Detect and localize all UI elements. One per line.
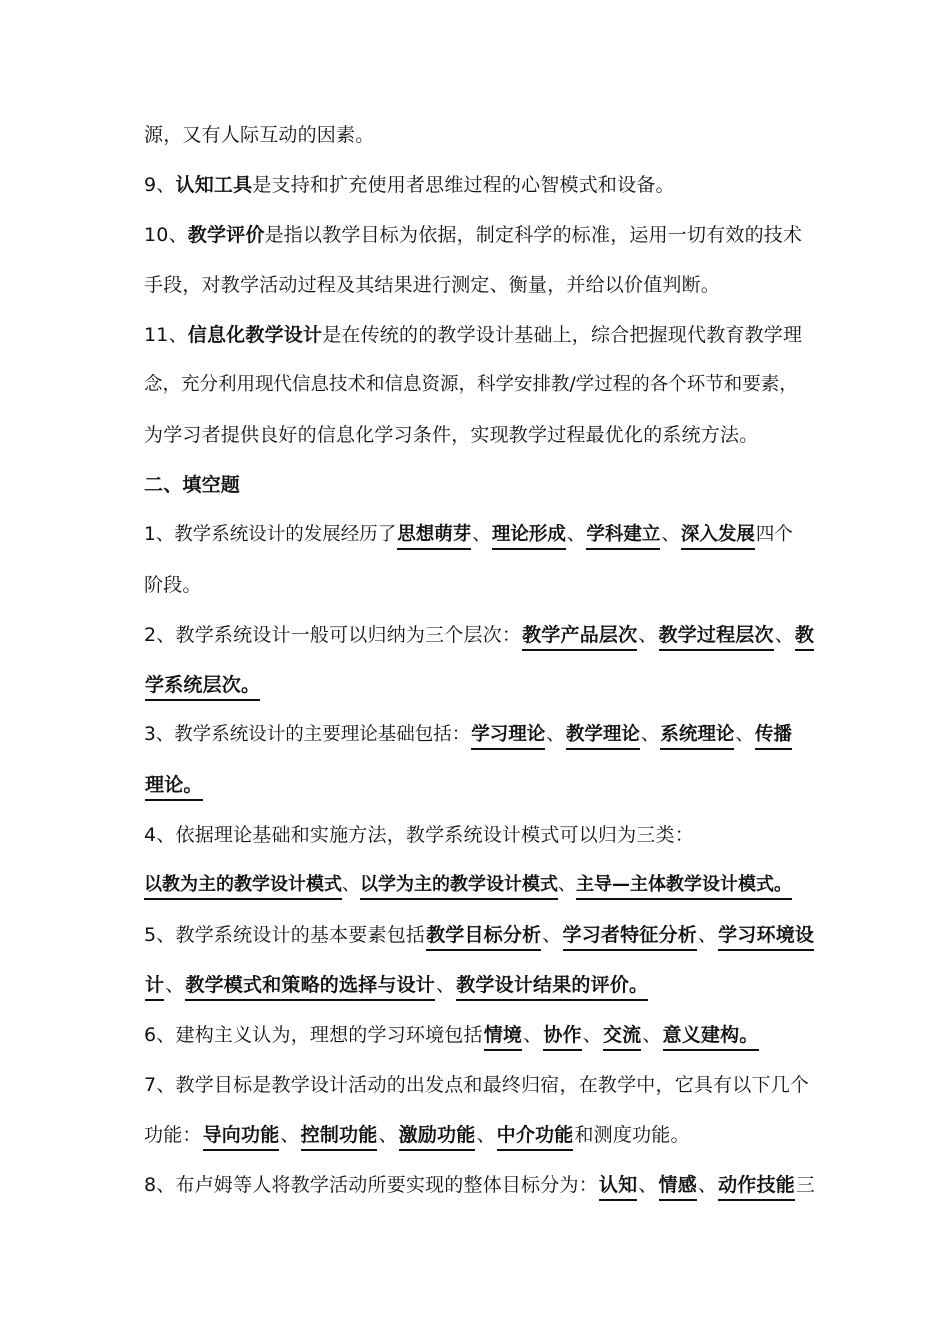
question-2-cont: [144, 671, 814, 699]
answer-blank: 控制功能: [301, 1124, 378, 1151]
answer-blank: 情感: [659, 1174, 697, 1201]
answer-blank: 计: [145, 974, 164, 1001]
answer-blank: 教学目标分析: [426, 924, 541, 951]
question-7-cont: 功能：导向功能、控制功能、激励功能、中介功能和测度功能。: [144, 1121, 814, 1149]
answer-blank: 教学过程层次: [659, 624, 774, 651]
term: 信息化教学设计: [187, 324, 323, 346]
question-2: 2、教学系统设计一般可以归纳为三个层次：教学产品层次、教学过程层次、教: [144, 621, 814, 649]
answer-blank: 意义建构。: [663, 1024, 759, 1051]
question-3-cont: [144, 771, 814, 799]
answer-blank: 以教为主的教学设计模式: [144, 874, 342, 900]
term: 教学评价: [187, 224, 265, 246]
answer-blank: 学习环境设: [718, 924, 814, 951]
definition-10: 10、教学评价是指以教学目标为依据，制定科学的标准，运用一切有效的技术: [144, 224, 803, 246]
definition-9: 9、认知工具是支持和扩充使用者思维过程的心智模式和设备。: [144, 174, 675, 196]
term: 认知工具: [175, 174, 253, 196]
answer-blank: 认知: [599, 1174, 637, 1201]
answer-blank: 传播: [755, 724, 792, 750]
definition-11: 11、信息化教学设计是在传统的的教学设计基础上，综合把握现代教育教学理: [144, 324, 803, 346]
answer-blank: 以学为主的教学设计模式: [360, 874, 558, 900]
answer-blank: 导向功能: [203, 1124, 280, 1151]
intro-text: 源，又有人际互动的因素。: [144, 124, 375, 146]
answer-blank: 教学产品层次: [522, 624, 637, 651]
answer-blank: 教学理论: [566, 724, 640, 750]
answer-blank: 理论形成: [492, 524, 566, 550]
answer-blank: 动作技能: [718, 1174, 795, 1201]
answer-blank: 学科建立: [586, 524, 660, 550]
text-line: [144, 121, 814, 149]
answer-blank: 系统理论: [660, 724, 734, 750]
question-5-cont: 计、教学模式和策略的选择与设计、教学设计结果的评价。: [144, 971, 814, 999]
question-3: 3、教学系统设计的主要理论基础包括：学习理论、教学理论、系统理论、传播: [144, 721, 814, 749]
section-heading: 二、填空题: [144, 474, 241, 496]
answer-blank: 学习理论: [471, 724, 545, 750]
question-8: 8、布卢姆等人将教学活动所要实现的整体目标分为：认知、情感、动作技能三: [144, 1171, 814, 1199]
answer-blank: 主导—主体教学设计模式。: [576, 874, 792, 900]
question-5: 5、教学系统设计的基本要素包括教学目标分析、学习者特征分析、学习环境设: [144, 921, 814, 949]
answer-blank: 激励功能: [399, 1124, 476, 1151]
question-1: 1、教学系统设计的发展经历了思想萌芽、理论形成、学科建立、深入发展四个: [144, 521, 814, 549]
answer-blank: 理论。: [145, 774, 203, 801]
answer-blank: 学系统层次。: [145, 674, 260, 701]
answer-blank: 教: [795, 624, 814, 651]
question-4: 4、依据理论基础和实施方法，教学系统设计模式可以归为三类：: [144, 824, 694, 846]
answer-blank: 教学模式和策略的选择与设计: [185, 974, 435, 1001]
question-1-cont: 阶段。: [144, 574, 202, 596]
question-7: 7、教学目标是教学设计活动的出发点和最终归宿，在教学中，它具有以下几个: [144, 1074, 810, 1096]
question-4-answers: 以教为主的教学设计模式、以学为主的教学设计模式、主导—主体教学设计模式。: [144, 871, 814, 899]
answer-blank: 中介功能: [497, 1124, 574, 1151]
answer-blank: 深入发展: [681, 524, 755, 550]
answer-blank: 思想萌芽: [397, 524, 471, 550]
question-6: 6、建构主义认为，理想的学习环境包括情境、协作、交流、意义建构。: [144, 1021, 814, 1049]
answer-blank: 协作: [543, 1024, 581, 1051]
definition-10-cont: 手段，对教学活动过程及其结果进行测定、衡量，并给以价值判断。: [144, 274, 721, 296]
answer-blank: 交流: [603, 1024, 641, 1051]
answer-blank: 学习者特征分析: [563, 924, 697, 951]
definition-11-cont2: 为学习者提供良好的信息化学习条件，实现教学过程最优化的系统方法。: [144, 424, 759, 446]
answer-blank: 教学设计结果的评价。: [456, 974, 648, 1001]
definition-11-cont: 念，充分利用现代信息技术和信息资源，科学安排教/学过程的各个环节和要素，: [144, 374, 798, 395]
answer-blank: 情境: [484, 1024, 522, 1051]
